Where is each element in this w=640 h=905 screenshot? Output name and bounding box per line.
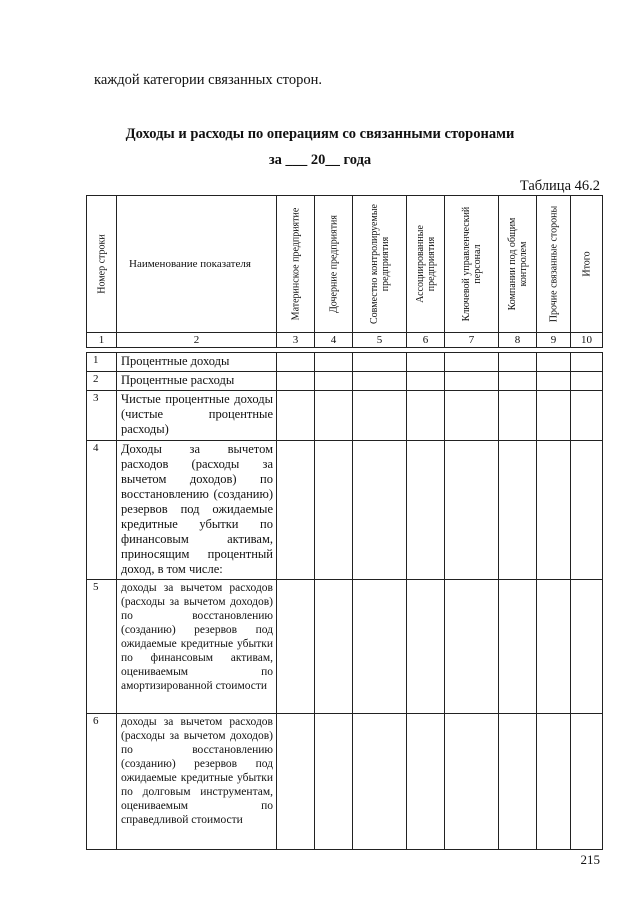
value-cell bbox=[353, 441, 407, 580]
value-cell bbox=[445, 580, 499, 714]
column-number: 7 bbox=[445, 333, 499, 348]
row-label: доходы за вычетом расходов (расходы за вычетом доходов) по восстановлению (созданию) резервов под ожидаемые кредитные убытки по финансовым активам, оцениваемым по амортизированной стоимости bbox=[117, 580, 277, 714]
row-label: доходы за вычетом расходов (расходы за вычетом доходов) по восстановлению (созданию) резервов под ожидаемые кредитные убытки по долговым инструментам, оцениваемым по справедливой стоимости bbox=[117, 714, 277, 850]
value-cell bbox=[315, 714, 353, 850]
column-number: 2 bbox=[117, 333, 277, 348]
value-cell bbox=[499, 391, 537, 441]
column-number: 6 bbox=[407, 333, 445, 348]
value-cell bbox=[277, 580, 315, 714]
header-label: Итого bbox=[581, 251, 592, 277]
value-cell bbox=[277, 441, 315, 580]
value-cell bbox=[571, 441, 603, 580]
header-label: Совместно контролируемые предприятия bbox=[368, 204, 391, 324]
header-cell bbox=[277, 196, 315, 333]
value-cell bbox=[277, 714, 315, 850]
column-number: 10 bbox=[571, 333, 603, 348]
row-label: Процентные расходы bbox=[117, 372, 277, 391]
table-row bbox=[87, 372, 603, 391]
table-row bbox=[87, 714, 603, 850]
table-row bbox=[87, 441, 603, 580]
value-cell bbox=[445, 372, 499, 391]
header-cell bbox=[407, 196, 445, 333]
column-number: 8 bbox=[499, 333, 537, 348]
row-number: 2 bbox=[87, 372, 117, 391]
period-subtitle: за ___ 20__ года bbox=[268, 152, 372, 168]
column-number: 9 bbox=[537, 333, 571, 348]
related-parties-table bbox=[86, 195, 603, 850]
value-cell bbox=[537, 372, 571, 391]
value-cell bbox=[353, 714, 407, 850]
header-label: Материнское предприятие bbox=[290, 207, 301, 321]
table-row bbox=[87, 353, 603, 372]
header-row bbox=[87, 196, 603, 333]
page-number: 215 bbox=[580, 852, 600, 867]
value-cell bbox=[407, 391, 445, 441]
column-number-row bbox=[87, 333, 603, 348]
value-cell bbox=[445, 441, 499, 580]
page-title: Доходы и расходы по операциям со связанными сторонами bbox=[125, 126, 515, 142]
column-number: 4 bbox=[315, 333, 353, 348]
value-cell bbox=[315, 580, 353, 714]
value-cell bbox=[277, 372, 315, 391]
value-cell bbox=[499, 714, 537, 850]
value-cell bbox=[571, 580, 603, 714]
value-cell bbox=[277, 391, 315, 441]
value-cell bbox=[315, 353, 353, 372]
value-cell bbox=[571, 391, 603, 441]
value-cell bbox=[407, 580, 445, 714]
row-label: Чистые процентные доходы (чистые процентные расходы) bbox=[117, 391, 277, 441]
header-cell bbox=[571, 196, 603, 333]
value-cell bbox=[537, 580, 571, 714]
table-row bbox=[87, 580, 603, 714]
row-number: 4 bbox=[87, 441, 117, 580]
value-cell bbox=[445, 391, 499, 441]
header-cell bbox=[499, 196, 537, 333]
value-cell bbox=[407, 353, 445, 372]
value-cell bbox=[499, 580, 537, 714]
value-cell bbox=[353, 391, 407, 441]
value-cell bbox=[499, 372, 537, 391]
value-cell bbox=[445, 353, 499, 372]
value-cell bbox=[537, 353, 571, 372]
header-cell bbox=[445, 196, 499, 333]
value-cell bbox=[315, 441, 353, 580]
header-cell bbox=[537, 196, 571, 333]
table-label: Таблица 46.2 bbox=[519, 178, 600, 194]
table-row bbox=[87, 391, 603, 441]
value-cell bbox=[407, 372, 445, 391]
value-cell bbox=[277, 353, 315, 372]
column-number: 1 bbox=[87, 333, 117, 348]
column-number: 3 bbox=[277, 333, 315, 348]
value-cell bbox=[315, 391, 353, 441]
value-cell bbox=[537, 391, 571, 441]
value-cell bbox=[571, 714, 603, 850]
column-number: 5 bbox=[353, 333, 407, 348]
value-cell bbox=[315, 372, 353, 391]
value-cell bbox=[499, 441, 537, 580]
value-cell bbox=[353, 580, 407, 714]
value-cell bbox=[571, 372, 603, 391]
header-label: Дочерние предприятия bbox=[328, 214, 339, 314]
value-cell bbox=[537, 714, 571, 850]
row-number: 3 bbox=[87, 391, 117, 441]
header-label: Ключевой управленческий персонал bbox=[460, 206, 483, 322]
row-number: 5 bbox=[87, 580, 117, 714]
value-cell bbox=[353, 353, 407, 372]
header-label: Ассоциированные предприятия bbox=[414, 225, 437, 303]
row-label: Процентные доходы bbox=[117, 353, 277, 372]
header-label: Компании под общим контролем bbox=[506, 217, 529, 311]
row-label: Доходы за вычетом расходов (расходы за вычетом доходов) по восстановлению (созданию) резервов под ожидаемые кредитные убытки по финансовым активам, приносящим процентный доход, в том числе: bbox=[117, 441, 277, 580]
value-cell bbox=[571, 353, 603, 372]
value-cell bbox=[445, 714, 499, 850]
value-cell bbox=[353, 372, 407, 391]
intro-text: каждой категории связанных сторон. bbox=[94, 72, 322, 88]
header-cell bbox=[315, 196, 353, 333]
row-number: 6 bbox=[87, 714, 117, 850]
header-cell bbox=[87, 196, 117, 333]
value-cell bbox=[537, 441, 571, 580]
header-cell bbox=[117, 196, 277, 333]
header-label: Номер строки bbox=[96, 234, 107, 294]
value-cell bbox=[407, 714, 445, 850]
header-label: Прочие связанные стороны bbox=[548, 205, 559, 323]
value-cell bbox=[499, 353, 537, 372]
header-cell bbox=[353, 196, 407, 333]
row-number: 1 bbox=[87, 353, 117, 372]
value-cell bbox=[407, 441, 445, 580]
header-label: Наименование показателя bbox=[129, 258, 251, 270]
